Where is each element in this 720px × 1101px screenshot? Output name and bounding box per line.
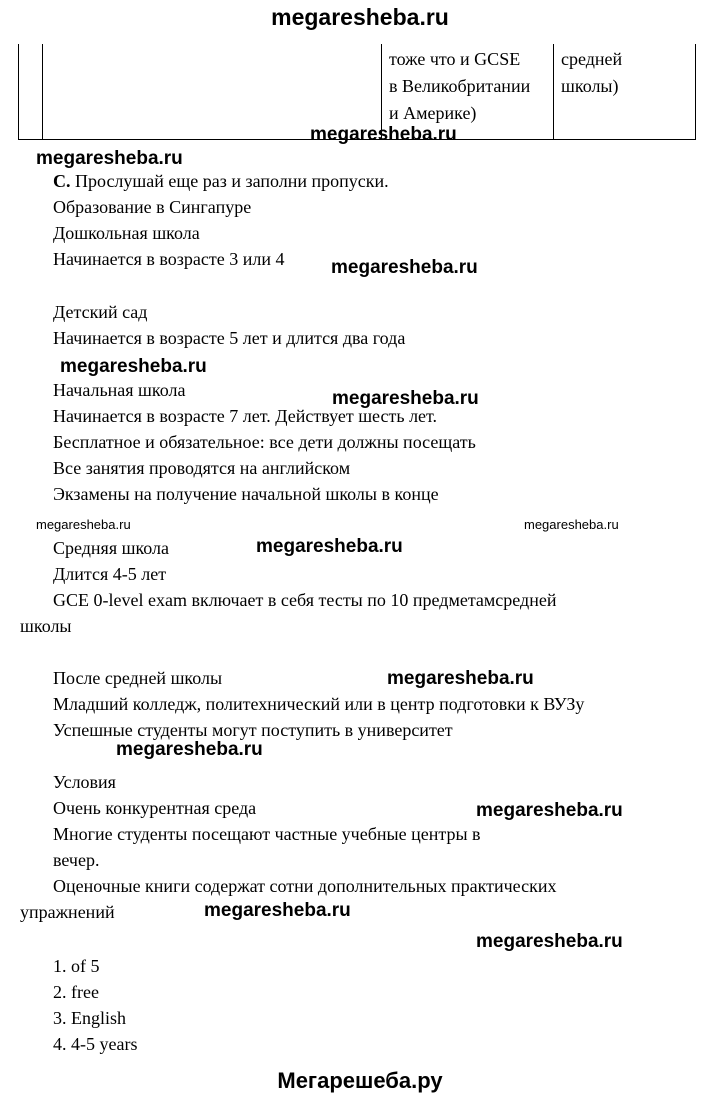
answer-item: 1. of 5 — [53, 956, 100, 976]
watermark: megaresheba.ru — [476, 800, 623, 821]
text-line: Образование в Сингапуре — [53, 197, 252, 217]
watermark: megaresheba.ru — [476, 931, 623, 952]
text-line: Условия — [53, 772, 116, 792]
answer-item: 4. 4-5 years — [53, 1034, 138, 1054]
watermark: megaresheba.ru — [331, 257, 478, 278]
text-line: Успешные студенты могут поступить в университет — [53, 720, 453, 740]
watermark: megaresheba.ru — [256, 536, 403, 557]
section-letter: C. — [53, 171, 71, 191]
watermark: megaresheba.ru — [116, 739, 263, 760]
text-line: школы — [20, 616, 72, 636]
text-line: Дошкольная школа — [53, 223, 200, 243]
text-line: вечер. — [53, 850, 100, 870]
text-line: Детский сад — [53, 302, 148, 322]
table-cell-line: и Америке) — [389, 103, 477, 123]
text-line: Все занятия проводятся на английском — [53, 458, 351, 478]
page-header-site: megaresheba.ru — [271, 4, 449, 30]
answer-item: 2. free — [53, 982, 99, 1002]
text-line: упражнений — [20, 902, 115, 922]
watermark: megaresheba.ru — [332, 388, 479, 409]
table-cell-line: школы) — [561, 76, 619, 96]
text-line: Экзамены на получение начальной школы в конце — [53, 484, 439, 504]
watermark: megaresheba.ru — [60, 356, 207, 377]
section-title — [53, 170, 389, 192]
page-footer-site: Мегарешеба.ру — [277, 1068, 443, 1093]
table-cell-line: тоже что и GCSE — [389, 49, 521, 69]
text-line: Начинается в возрасте 7 лет. Действует шесть лет. — [53, 406, 438, 426]
text-line: Средняя школа — [53, 538, 170, 558]
text-line: После средней школы — [53, 668, 223, 688]
text-line: Начинается в возрасте 3 или 4 — [53, 249, 285, 269]
section-instruction: Прослушай еще раз и заполни пропуски. — [75, 171, 389, 191]
watermark: megaresheba.ru — [204, 900, 351, 921]
table-cell-line: средней — [561, 49, 623, 69]
text-line: Начальная школа — [53, 380, 186, 400]
watermark: megaresheba.ru — [524, 517, 619, 532]
watermark: megaresheba.ru — [387, 668, 534, 689]
answer-item: 3. English — [53, 1008, 127, 1028]
text-line: Бесплатное и обязательное: все дети должны посещать — [53, 432, 476, 452]
text-line: Начинается в возрасте 5 лет и длится два года — [53, 328, 406, 348]
watermark: megaresheba.ru — [310, 124, 457, 145]
text-line: Оценочные книги содержат сотни дополнительных практических — [53, 876, 557, 896]
table-cell-1 — [389, 46, 530, 127]
watermark: megaresheba.ru — [36, 148, 183, 169]
table-cell-2 — [561, 46, 622, 100]
text-line: Длится 4-5 лет — [53, 564, 167, 584]
text-line: Очень конкурентная среда — [53, 798, 257, 818]
text-line: Младший колледж, политехнический или в центр подготовки к ВУЗу — [53, 694, 585, 714]
text-line: GCE 0-level exam включает в себя тесты по 10 предметамсредней — [53, 590, 557, 610]
watermark: megaresheba.ru — [36, 517, 131, 532]
table-cell-line: в Великобритании — [389, 76, 531, 96]
text-line: Многие студенты посещают частные учебные центры в — [53, 824, 481, 844]
